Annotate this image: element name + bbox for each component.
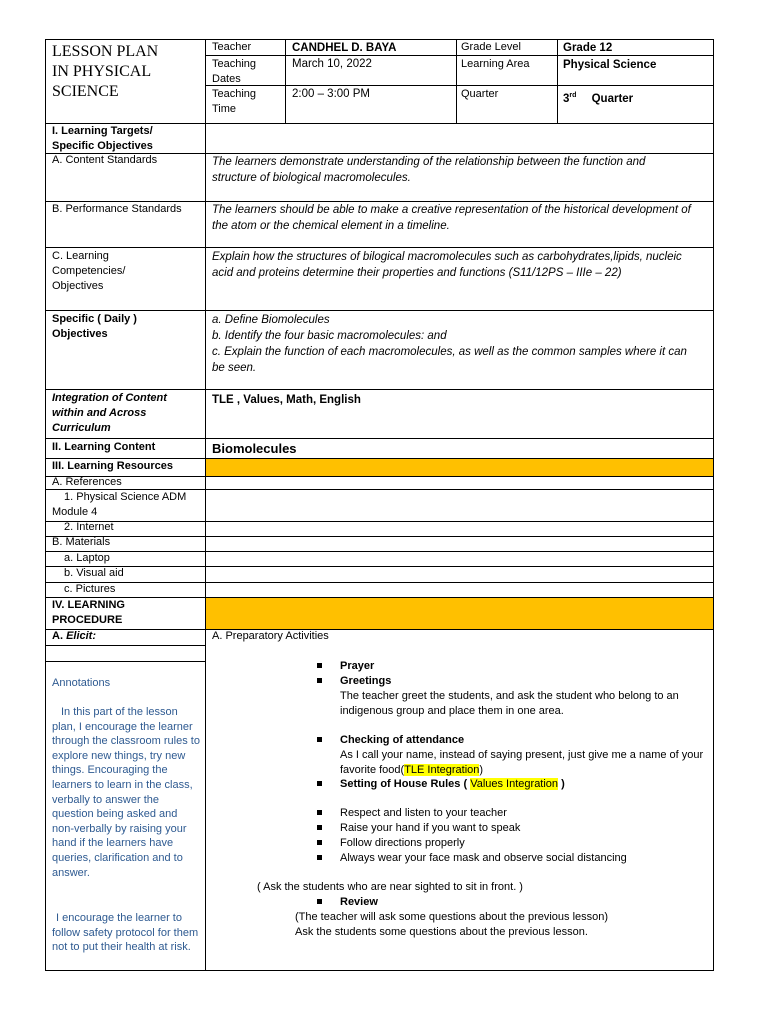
- procedure-label: IV. LEARNING PROCEDURE: [52, 599, 125, 626]
- elicit-text: Elicit:: [66, 630, 97, 642]
- prayer-item: Prayer: [340, 660, 375, 672]
- bullet-icon: [317, 678, 322, 683]
- performance-standards-text: The learners should be able to make a creative representation of the historical development of the atom or the chemical element in a timeline.: [212, 204, 691, 232]
- greetings-item: Greetings: [340, 675, 392, 687]
- review-text-1: (The teacher will ask some questions about the previous lesson): [295, 911, 609, 923]
- bullet-icon: [317, 825, 322, 830]
- bullet-icon: [317, 781, 322, 786]
- performance-standards-label: B. Performance Standards: [52, 203, 182, 215]
- reference-1: 1. Physical Science ADM Module 4: [52, 491, 187, 518]
- tle-integration-highlight: TLE Integration: [404, 764, 480, 776]
- teacher-value: CANDHEL D. BAYA: [292, 42, 397, 54]
- procedure-bar: [206, 598, 713, 629]
- bullet-icon: [317, 737, 322, 742]
- bullet-icon: [317, 855, 322, 860]
- content-standards-text: The learners demonstrate understanding of the relationship between the function and structure of biological macromolecules.: [212, 156, 646, 184]
- house-rules-item: [340, 777, 565, 792]
- references-label: A. References: [52, 476, 122, 488]
- rule-4: Always wear your face mask and observe social distancing: [340, 852, 627, 864]
- specific-objectives-label: Specific ( Daily ) Objectives: [52, 313, 137, 340]
- elicit-label: [52, 629, 96, 644]
- elicit-prefix: A.: [52, 630, 63, 642]
- learning-area-value: Physical Science: [563, 59, 657, 71]
- review-text-2: Ask the students some questions about the previous lesson.: [295, 926, 588, 938]
- quarter-suffix: rd: [569, 92, 577, 99]
- close-paren: ): [561, 778, 565, 790]
- competencies-label: C. Learning Competencies/ Objectives: [52, 250, 126, 292]
- quarter-number: 3: [563, 92, 570, 105]
- time-label: Teaching Time: [212, 88, 257, 115]
- bullet-icon: [317, 840, 322, 845]
- resources-bar: [206, 459, 713, 476]
- page-title: LESSON PLAN IN PHYSICAL SCIENCE: [52, 43, 159, 100]
- materials-label: B. Materials: [52, 536, 111, 548]
- learning-content-value: Biomolecules: [212, 441, 297, 456]
- quarter-label: Quarter: [461, 88, 499, 100]
- date-value: March 10, 2022: [292, 58, 372, 70]
- quarter-word: Quarter: [591, 92, 634, 105]
- attendance-instructions: As I call your name, instead of saying present, just give me a name of your favorite food(: [340, 749, 704, 776]
- targets-label: I. Learning Targets/ Specific Objectives: [52, 125, 153, 152]
- close-paren: ): [479, 764, 484, 776]
- grade-level-value: Grade 12: [563, 42, 613, 54]
- time-value: 2:00 – 3:00 PM: [292, 88, 370, 100]
- learning-content-label: II. Learning Content: [52, 441, 156, 453]
- quarter-value: [563, 88, 633, 107]
- reference-2: 2. Internet: [64, 521, 114, 533]
- rule-3: Follow directions properly: [340, 837, 465, 849]
- rule-1: Respect and listen to your teacher: [340, 807, 507, 819]
- preparatory-activities: A. Preparatory Activities: [212, 630, 329, 642]
- near-sighted-note: ( Ask the students who are near sighted to sit in front. ): [257, 881, 523, 893]
- resources-label: III. Learning Resources: [52, 460, 174, 472]
- rule-2: Raise your hand if you want to speak: [340, 822, 521, 834]
- annotations-paragraph-2: I encourage the learner to follow safety protocol for them not to put their health at risk.: [52, 912, 199, 954]
- specific-c: c. Explain the function of each macromolecules, as well as the common samples where it can be seen.: [212, 346, 687, 374]
- integration-label: Integration of Content within and Across Curriculum: [52, 392, 167, 434]
- house-rules-text: Setting of House Rules (: [340, 778, 468, 790]
- competencies-text: Explain how the structures of bilogical macromolecules such as carbohydrates,lipids, nucleic acid and proteins determine their properties and functions (S11/12PS – IIIe – 22): [212, 251, 682, 279]
- dates-label: Teaching Dates: [212, 58, 257, 85]
- greetings-text: The teacher greet the students, and ask the student who belong to an indigenous group and place them in one area.: [340, 690, 679, 717]
- learning-area-label: Learning Area: [461, 58, 530, 70]
- bullet-icon: [317, 663, 322, 668]
- integration-value: TLE , Values, Math, English: [212, 394, 361, 406]
- review-item: Review: [340, 896, 378, 908]
- bullet-icon: [317, 810, 322, 815]
- material-c: c. Pictures: [64, 583, 116, 595]
- attendance-item: Checking of attendance: [340, 734, 465, 746]
- annotations-title: Annotations: [52, 677, 111, 689]
- material-b: b. Visual aid: [64, 567, 124, 579]
- annotations-paragraph-1: In this part of the lesson plan, I encourage the learner through the classroom rules to explore new things, try new things. Encouraging the learners to learn in the class, verbally to answer the question being asked and non-verbally by raising your hand if the learners have queries, clarification and to answer.: [52, 706, 200, 879]
- values-integration-highlight: Values Integration: [470, 778, 559, 790]
- specific-b: b. Identify the four basic macromolecules: and: [212, 330, 447, 342]
- bullet-icon: [317, 899, 322, 904]
- teacher-label: Teacher: [212, 41, 252, 53]
- content-standards-label: A. Content Standards: [52, 154, 158, 166]
- material-a: a. Laptop: [64, 552, 110, 564]
- grade-level-label: Grade Level: [461, 41, 521, 53]
- specific-a: a. Define Biomolecules: [212, 314, 330, 326]
- attendance-text: [340, 748, 708, 778]
